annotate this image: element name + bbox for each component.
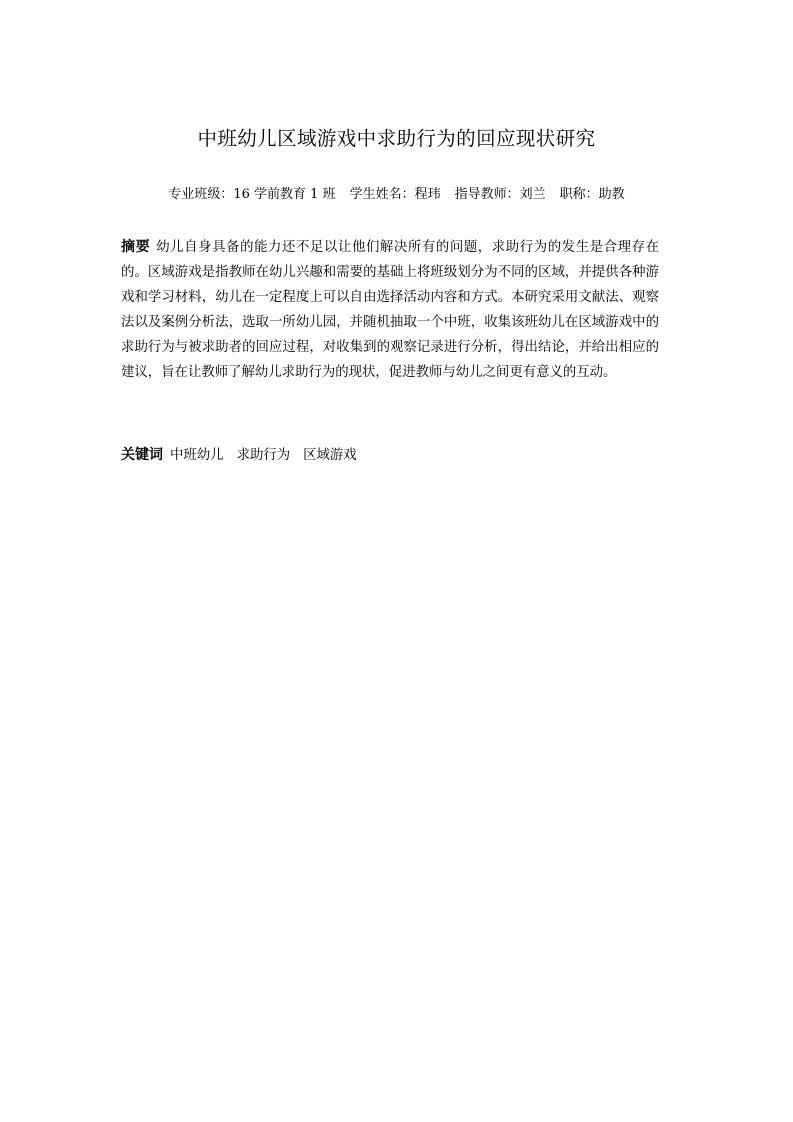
keyword-item: 区域游戏: [303, 448, 357, 463]
keywords-section: [121, 445, 659, 466]
student-name: 学生姓名：程玮: [349, 187, 441, 202]
author-info-line: [0, 186, 793, 204]
abstract-text: 幼儿自身具备的能力还不足以让他们解决所有的问题，求助行为的发生是合理存在的。区域游戏是指教师在幼儿兴趣和需要的基础上将班级划分为不同的区域，并提供各种游戏和学习材料，幼儿在一定程度上可以自由选择活动内容和方式。本研究采用文献法、观察法以及案例分析法，选取一所幼儿园，并随机抽取一个中班，收集该班幼儿在区域游戏中的求助行为与被求助者的回应过程，对收集到的观察记录进行分析，得出结论，并给出相应的建议，旨在让教师了解幼儿求助行为的现状，促进教师与幼儿之间更有意义的互动。: [121, 240, 659, 380]
paper-title: 中班幼儿区域游戏中求助行为的回应现状研究: [197, 127, 596, 150]
abstract-section: [121, 235, 659, 385]
keyword-item: 中班幼儿: [170, 448, 224, 463]
advisor-name: 指导教师：刘兰: [454, 187, 546, 202]
keywords-label: 关键词: [121, 447, 163, 463]
advisor-title: 职称：助教: [559, 187, 625, 202]
major-class: 专业班级：16 学前教育 1 班: [168, 187, 336, 202]
abstract-label: 摘要: [121, 239, 151, 255]
keyword-item: 求助行为: [236, 448, 291, 463]
